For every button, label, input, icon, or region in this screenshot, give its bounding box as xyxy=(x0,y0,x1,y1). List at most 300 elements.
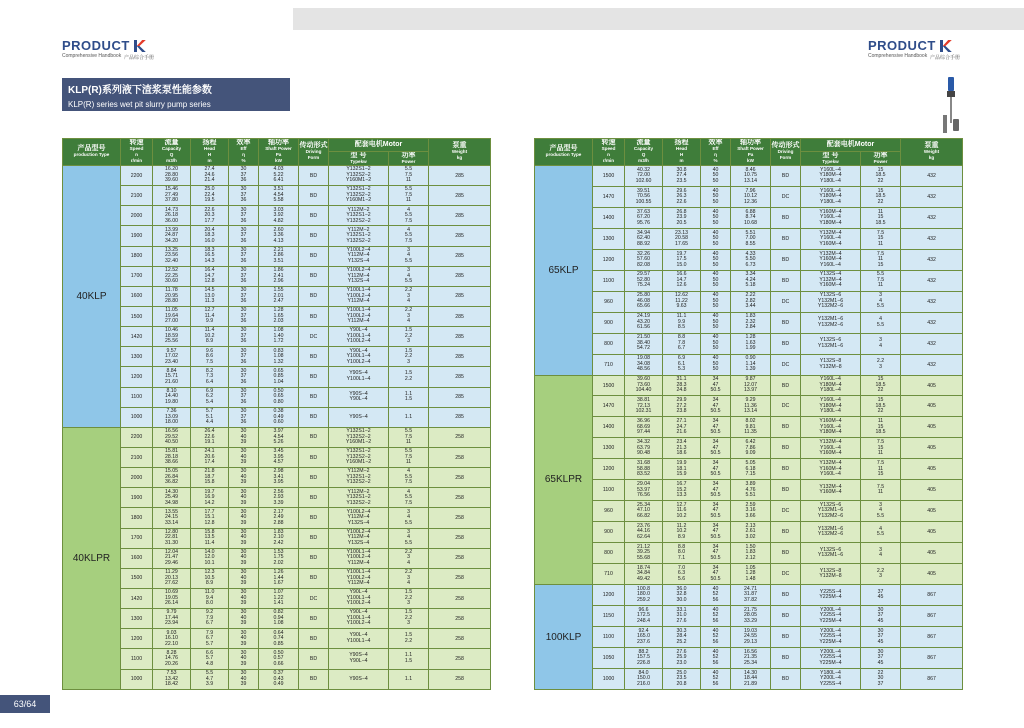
motor-power-cell: 1.1 1.5 xyxy=(389,387,429,407)
drive-cell: BD xyxy=(771,333,801,354)
weight-cell: 432 xyxy=(901,207,963,228)
weight-cell: 405 xyxy=(901,543,963,564)
drive-cell: BD xyxy=(771,668,801,689)
motor-type-cell: Y200L−4 Y225S−4 Y225M−4 xyxy=(801,606,861,627)
drive-cell: BD xyxy=(771,522,801,543)
speed-cell: 1200 xyxy=(121,367,153,387)
capacity-cell: 12.52 22.25 30.60 xyxy=(153,266,191,286)
weight-cell: 258 xyxy=(429,427,491,447)
motor-power-cell: 4 5.5 7.5 xyxy=(389,488,429,508)
head-cell: 7.0 6.3 5.6 xyxy=(663,564,701,585)
drive-cell: DC xyxy=(771,396,801,417)
weight-cell: 432 xyxy=(901,354,963,375)
head-cell: 29.6 26.3 22.6 xyxy=(663,186,701,207)
motor-type-cell: Y200L−4 Y225S−4 Y225M−4 xyxy=(801,626,861,647)
table-row xyxy=(63,528,491,548)
table-row xyxy=(535,166,963,187)
drive-cell: BD xyxy=(299,206,329,226)
motor-power-cell: 1.5 2.2 3 xyxy=(389,347,429,367)
drive-cell: BD xyxy=(299,568,329,588)
drive-cell: BD xyxy=(299,166,329,186)
eff-cell: 30 37 36 xyxy=(229,166,259,186)
head-cell: 6.9 6.2 5.4 xyxy=(191,387,229,407)
capacity-cell: 96.6 172.5 248.4 xyxy=(625,606,663,627)
motor-power-cell: 1.1 xyxy=(389,407,429,427)
eff-cell: 40 50 50 xyxy=(701,228,731,249)
eff-cell: 30 40 39 xyxy=(229,568,259,588)
speed-cell: 1200 xyxy=(121,629,153,649)
capacity-cell: 10.46 18.59 25.56 xyxy=(153,327,191,347)
col-speed xyxy=(593,139,625,166)
col-type-cn: 产品型号 xyxy=(77,145,106,152)
weight-cell: 258 xyxy=(429,629,491,649)
eff-cell: 30 37 36 xyxy=(229,347,259,367)
head-cell: 11.4 10.2 8.9 xyxy=(191,327,229,347)
drive-cell: DC xyxy=(771,291,801,312)
weight-cell: 258 xyxy=(429,588,491,608)
speed-cell: 710 xyxy=(593,564,625,585)
weight-cell: 432 xyxy=(901,270,963,291)
speed-cell: 1100 xyxy=(121,649,153,669)
table-row xyxy=(535,270,963,291)
eff-cell: 40 50 50 xyxy=(701,186,731,207)
shaft-power-cell: 0.50 0.57 0.66 xyxy=(259,649,299,669)
motor-power-cell: 4 5.5 7.5 xyxy=(389,226,429,246)
table-row xyxy=(535,333,963,354)
drive-cell: DC xyxy=(771,501,801,522)
head-cell: 27.4 24.6 21.4 xyxy=(191,166,229,186)
table-row xyxy=(63,286,491,306)
head-cell: 15.8 13.5 11.4 xyxy=(191,528,229,548)
motor-type-cell: Y180L−4 Y200L−4 Y225S−4 xyxy=(801,668,861,689)
head-cell: 22.6 20.3 17.7 xyxy=(191,206,229,226)
weight-cell: 258 xyxy=(429,488,491,508)
shaft-power-cell: 0.37 0.43 0.49 xyxy=(259,669,299,689)
col-head-cn: 扬程 xyxy=(674,139,689,146)
eff-cell: 30 40 39 xyxy=(229,447,259,467)
weight-cell: 258 xyxy=(429,669,491,689)
motor-type-cell: Y112M−2 Y132S1−2 Y132S2−2 xyxy=(329,206,389,226)
speed-cell: 1300 xyxy=(121,609,153,629)
col-weight-en: Weight kg xyxy=(923,149,940,160)
motor-type-cell: Y100L1−4 Y100L2−4 Y112M−4 xyxy=(329,548,389,568)
capacity-cell: 7.36 13.09 18.00 xyxy=(153,407,191,427)
speed-cell: 1500 xyxy=(593,166,625,187)
capacity-cell: 18.74 34.84 49.42 xyxy=(625,564,663,585)
eff-cell: 30 37 36 xyxy=(229,306,259,326)
capacity-cell: 32.26 57.60 82.08 xyxy=(625,249,663,270)
motor-power-cell: 2.2 3 xyxy=(861,354,901,375)
col-speed xyxy=(121,139,153,166)
table-row xyxy=(63,347,491,367)
model-cell: 40KLPR xyxy=(63,427,121,689)
motor-power-cell: 1.1 1.5 xyxy=(389,649,429,669)
koden-logo-icon-right xyxy=(939,39,953,53)
weight-cell: 405 xyxy=(901,417,963,438)
shaft-power-cell: 0.83 1.08 1.32 xyxy=(259,347,299,367)
head-cell: 23.13 20.58 17.65 xyxy=(663,228,701,249)
motor-power-cell: 15 18.5 22 xyxy=(861,396,901,417)
weight-cell: 285 xyxy=(429,387,491,407)
col-speed-cn: 转速 xyxy=(129,139,144,146)
weight-cell: 432 xyxy=(901,312,963,333)
head-cell: 9.2 7.9 6.7 xyxy=(191,609,229,629)
head-cell: 20.4 18.3 16.0 xyxy=(191,226,229,246)
col-shaft-power-cn: 轴功率 xyxy=(268,139,289,146)
motor-type-cell: Y132S−6 Y132M1−6 xyxy=(801,333,861,354)
col-motor-type xyxy=(329,152,389,166)
col-eff xyxy=(229,139,259,166)
capacity-cell: 29.57 52.80 75.24 xyxy=(625,270,663,291)
shaft-power-cell: 3.03 3.92 4.82 xyxy=(259,206,299,226)
col-capacity xyxy=(153,139,191,166)
weight-cell: 432 xyxy=(901,228,963,249)
col-motor-power xyxy=(861,152,901,166)
speed-cell: 900 xyxy=(593,312,625,333)
motor-type-cell: Y90L−4 Y100L1−4 Y100L2−4 xyxy=(329,588,389,608)
table-row xyxy=(535,647,963,668)
weight-cell: 432 xyxy=(901,333,963,354)
motor-type-cell: Y160M−4 Y160L−4 Y180M−4 xyxy=(801,417,861,438)
col-motor-type-cn: 型 号 xyxy=(350,151,367,159)
motor-power-cell: 3 4 5.5 xyxy=(389,528,429,548)
motor-type-cell: Y132S−6 Y132M1−6 Y132M2−6 xyxy=(801,291,861,312)
head-cell: 26.4 22.6 19.1 xyxy=(191,427,229,447)
motor-power-cell: 11 15 18.5 xyxy=(861,207,901,228)
eff-cell: 40 50 50 xyxy=(701,166,731,187)
col-motor-power xyxy=(389,152,429,166)
right-table-header xyxy=(535,139,963,166)
drive-cell: DC xyxy=(771,354,801,375)
eff-cell: 34 47 50.5 xyxy=(701,438,731,459)
weight-cell: 285 xyxy=(429,407,491,427)
drive-cell: BD xyxy=(299,609,329,629)
eff-cell: 34 47 50.5 xyxy=(701,522,731,543)
head-cell: 29.9 27.2 23.8 xyxy=(663,396,701,417)
head-cell: 19.7 16.9 14.2 xyxy=(191,488,229,508)
drive-cell: BD xyxy=(299,649,329,669)
table-row xyxy=(63,226,491,246)
capacity-cell: 12.04 21.47 29.46 xyxy=(153,548,191,568)
head-cell: 8.8 8.0 7.1 xyxy=(663,543,701,564)
col-head-cn: 扬程 xyxy=(202,139,217,146)
weight-cell: 285 xyxy=(429,206,491,226)
head-cell: 19.7 17.5 15.0 xyxy=(663,249,701,270)
motor-type-cell: Y90L−4 Y100L1−4 xyxy=(329,629,389,649)
motor-power-cell: 5.5 7.5 11 xyxy=(389,427,429,447)
eff-cell: 30 37 36 xyxy=(229,226,259,246)
col-capacity-en: Capacity Q m3/h xyxy=(633,146,654,163)
eff-cell: 30 40 39 xyxy=(229,468,259,488)
motor-power-cell: 2.2 3 4 xyxy=(389,286,429,306)
motor-type-cell: Y160L−4 Y180M−4 Y180L−4 xyxy=(801,375,861,396)
col-speed-en: Speed n r/min xyxy=(129,146,144,163)
motor-type-cell: Y112M−2 Y132S1−2 Y132S2−2 xyxy=(329,488,389,508)
weight-cell: 285 xyxy=(429,166,491,186)
motor-type-cell: Y132S−4 Y132M−4 Y160M−4 xyxy=(801,270,861,291)
table-row xyxy=(535,459,963,480)
capacity-cell: 21.12 39.25 55.68 xyxy=(625,543,663,564)
motor-type-cell: Y160L−4 Y180M−4 Y180L−4 xyxy=(801,396,861,417)
page-number: 63/64 xyxy=(0,695,50,713)
drive-cell: BD xyxy=(299,488,329,508)
head-cell: 6.6 5.7 4.8 xyxy=(191,649,229,669)
head-cell: 24.1 20.6 17.4 xyxy=(191,447,229,467)
motor-power-cell: 4 5.5 xyxy=(861,312,901,333)
speed-cell: 800 xyxy=(593,333,625,354)
col-motor-power-en: Power xyxy=(873,158,888,164)
table-row xyxy=(535,291,963,312)
motor-power-cell: 30 37 45 xyxy=(861,626,901,647)
motor-type-cell: Y100L2−4 Y112M−4 Y132S−4 xyxy=(329,266,389,286)
brand-word: PRODUCT xyxy=(62,38,130,53)
col-drive-en: Driving Form xyxy=(777,149,794,160)
motor-type-cell: Y132S−8 Y132M−8 xyxy=(801,564,861,585)
motor-power-cell: 7.5 11 15 xyxy=(861,249,901,270)
head-cell: 12.62 11.22 9.63 xyxy=(663,291,701,312)
capacity-cell: 92.4 165.0 237.6 xyxy=(625,626,663,647)
motor-type-cell: Y100L1−4 Y100L2−4 Y112M−4 xyxy=(329,286,389,306)
capacity-cell: 8.10 14.40 19.80 xyxy=(153,387,191,407)
shaft-power-cell: 1.07 1.22 1.41 xyxy=(259,588,299,608)
drive-cell: BD xyxy=(771,166,801,187)
eff-cell: 40 52 56 xyxy=(701,585,731,606)
capacity-cell: 16.20 28.80 39.60 xyxy=(153,166,191,186)
speed-cell: 1200 xyxy=(593,459,625,480)
speed-cell: 800 xyxy=(593,543,625,564)
model-cell: 40KLP xyxy=(63,166,121,428)
drive-cell: BD xyxy=(771,626,801,647)
shaft-power-cell: 2.60 3.36 4.13 xyxy=(259,226,299,246)
head-cell: 8.2 7.3 6.4 xyxy=(191,367,229,387)
drive-cell: BD xyxy=(299,528,329,548)
head-cell: 25.0 23.5 20.8 xyxy=(663,668,701,689)
speed-cell: 1900 xyxy=(121,226,153,246)
head-cell: 12.7 11.6 10.2 xyxy=(663,501,701,522)
col-weight-cn: 泵重 xyxy=(452,142,467,149)
motor-type-cell: Y132M−4 Y160L−4 Y160M−4 xyxy=(801,438,861,459)
weight-cell: 432 xyxy=(901,186,963,207)
speed-cell: 1100 xyxy=(593,270,625,291)
eff-cell: 34 47 50.5 xyxy=(701,564,731,585)
drive-cell: BD xyxy=(771,543,801,564)
table-row xyxy=(535,668,963,689)
speed-cell: 1900 xyxy=(121,488,153,508)
drive-cell: BD xyxy=(299,548,329,568)
drive-cell: BD xyxy=(299,266,329,286)
capacity-cell: 13.55 24.15 33.14 xyxy=(153,508,191,528)
head-cell: 25.0 22.4 19.5 xyxy=(191,186,229,206)
brand-subtitle: Comprehensive Handbook xyxy=(62,53,122,59)
col-type-en: production Type xyxy=(545,152,582,157)
shaft-power-cell: 1.28 1.65 2.03 xyxy=(259,306,299,326)
motor-type-cell: Y132M1−6 Y132M2−6 xyxy=(801,312,861,333)
capacity-cell: 23.76 44.16 62.64 xyxy=(625,522,663,543)
speed-cell: 1600 xyxy=(121,548,153,568)
weight-cell: 405 xyxy=(901,459,963,480)
shaft-power-cell: 6.88 8.74 10.68 xyxy=(731,207,771,228)
drive-cell: BD xyxy=(771,312,801,333)
motor-power-cell: 3 4 5.5 xyxy=(389,246,429,266)
motor-power-cell: 15 18.5 22 xyxy=(861,375,901,396)
weight-cell: 432 xyxy=(901,166,963,187)
eff-cell: 40 50 50 xyxy=(701,354,731,375)
motor-type-cell: Y132S1−2 Y132S2−2 Y160M1−2 xyxy=(329,186,389,206)
brand-logo-text-right: 产品综合手册 xyxy=(930,55,961,61)
weight-cell: 285 xyxy=(429,286,491,306)
capacity-cell: 7.53 13.42 18.42 xyxy=(153,669,191,689)
head-cell: 5.7 5.1 4.4 xyxy=(191,407,229,427)
capacity-cell: 14.30 25.49 34.98 xyxy=(153,488,191,508)
col-motor xyxy=(801,139,901,152)
brand-word-right: PRODUCT xyxy=(868,38,936,53)
head-cell: 16.4 14.7 12.8 xyxy=(191,266,229,286)
col-head xyxy=(191,139,229,166)
eff-cell: 30 40 39 xyxy=(229,588,259,608)
speed-cell: 1150 xyxy=(593,606,625,627)
col-shaft-power-en: Shaft Power Pa kW xyxy=(265,146,292,163)
table-row xyxy=(63,588,491,608)
drive-cell: BD xyxy=(299,306,329,326)
speed-cell: 2200 xyxy=(121,166,153,186)
shaft-power-cell: 0.38 0.49 0.60 xyxy=(259,407,299,427)
capacity-cell: 37.63 67.20 95.76 xyxy=(625,207,663,228)
speed-cell: 710 xyxy=(593,354,625,375)
weight-cell: 285 xyxy=(429,327,491,347)
brand-subtitle-right: Comprehensive Handbook xyxy=(868,53,928,59)
speed-cell: 2200 xyxy=(121,427,153,447)
head-cell: 12.3 10.5 8.9 xyxy=(191,568,229,588)
drive-cell: DC xyxy=(771,186,801,207)
weight-cell: 405 xyxy=(901,480,963,501)
drive-cell: BD xyxy=(299,407,329,427)
motor-type-cell: Y112M−2 Y132S1−2 Y132S2−2 xyxy=(329,226,389,246)
capacity-cell: 8.84 15.71 21.60 xyxy=(153,367,191,387)
eff-cell: 40 50 50 xyxy=(701,270,731,291)
table-row xyxy=(535,606,963,627)
col-speed-en: Speed n r/min xyxy=(601,146,616,163)
shaft-power-cell: 16.56 21.35 25.34 xyxy=(731,647,771,668)
table-row xyxy=(63,206,491,226)
shaft-power-cell: 7.96 10.12 12.36 xyxy=(731,186,771,207)
table-row xyxy=(535,354,963,375)
speed-cell: 1000 xyxy=(121,669,153,689)
col-motor-type-en: Typekw xyxy=(350,158,367,164)
head-cell: 11.1 9.9 8.5 xyxy=(663,312,701,333)
motor-type-cell: Y132S−8 Y132M−8 xyxy=(801,354,861,375)
shaft-power-cell: 1.26 1.44 1.67 xyxy=(259,568,299,588)
capacity-cell: 15.05 26.84 36.82 xyxy=(153,468,191,488)
weight-cell: 258 xyxy=(429,548,491,568)
speed-cell: 1100 xyxy=(593,480,625,501)
drive-cell: BD xyxy=(299,447,329,467)
speed-cell: 1050 xyxy=(593,647,625,668)
col-motor-power-en: Power xyxy=(401,158,416,164)
motor-type-cell: Y225S−4 Y225M−4 xyxy=(801,585,861,606)
speed-cell: 1700 xyxy=(121,528,153,548)
shaft-power-cell: 1.50 1.83 2.12 xyxy=(731,543,771,564)
col-shaft-power-cn: 轴功率 xyxy=(740,139,761,146)
capacity-cell: 38.81 72.13 102.31 xyxy=(625,396,663,417)
shaft-power-cell: 1.53 1.75 2.02 xyxy=(259,548,299,568)
speed-cell: 1300 xyxy=(593,228,625,249)
table-row xyxy=(63,669,491,689)
capacity-cell: 36.96 68.69 97.44 xyxy=(625,417,663,438)
weight-cell: 258 xyxy=(429,649,491,669)
capacity-cell: 29.04 53.97 76.56 xyxy=(625,480,663,501)
drive-cell: BD xyxy=(771,438,801,459)
motor-power-cell: 37 45 xyxy=(861,585,901,606)
shaft-power-cell: 1.83 2.32 2.84 xyxy=(731,312,771,333)
table-row xyxy=(535,249,963,270)
drive-cell: BD xyxy=(299,347,329,367)
weight-cell: 258 xyxy=(429,508,491,528)
capacity-cell: 16.56 29.52 40.50 xyxy=(153,427,191,447)
speed-cell: 1500 xyxy=(593,375,625,396)
motor-type-cell: Y90L−4 Y100L1−4 Y100L2−4 xyxy=(329,347,389,367)
motor-power-cell: 15 18.5 22 xyxy=(861,166,901,187)
table-row xyxy=(535,626,963,647)
drive-cell: DC xyxy=(771,564,801,585)
motor-type-cell: Y132S1−2 Y132S2−2 Y160M1−2 xyxy=(329,427,389,447)
col-head xyxy=(663,139,701,166)
motor-type-cell: Y160M−4 Y160L−4 Y180M−4 xyxy=(801,207,861,228)
weight-cell: 867 xyxy=(901,585,963,606)
head-cell: 26.8 23.9 20.5 xyxy=(663,207,701,228)
speed-cell: 1100 xyxy=(121,387,153,407)
drive-cell: BD xyxy=(299,387,329,407)
motor-power-cell: 1.5 2.2 3 xyxy=(389,609,429,629)
speed-cell: 1200 xyxy=(593,249,625,270)
motor-power-cell: 3 4 5.5 xyxy=(861,291,901,312)
motor-power-cell: 3 4 5.5 xyxy=(389,508,429,528)
eff-cell: 34 47 50.5 xyxy=(701,459,731,480)
weight-cell: 405 xyxy=(901,501,963,522)
capacity-cell: 88.2 157.5 226.8 xyxy=(625,647,663,668)
eff-cell: 40 52 56 xyxy=(701,626,731,647)
shaft-power-cell: 2.21 2.86 3.51 xyxy=(259,246,299,266)
eff-cell: 40 52 56 xyxy=(701,606,731,627)
motor-type-cell: Y100L1−4 Y100L2−4 Y112M−4 xyxy=(329,568,389,588)
drive-cell: BD xyxy=(299,367,329,387)
eff-cell: 40 50 50 xyxy=(701,249,731,270)
motor-type-cell: Y100L2−4 Y112M−4 Y132S−4 xyxy=(329,508,389,528)
eff-cell: 40 50 50 xyxy=(701,312,731,333)
table-row xyxy=(535,417,963,438)
head-cell: 14.0 12.0 10.1 xyxy=(191,548,229,568)
head-cell: 30.8 27.4 23.5 xyxy=(663,166,701,187)
shaft-power-cell: 2.17 2.49 2.88 xyxy=(259,508,299,528)
head-cell: 33.1 31.0 27.6 xyxy=(663,606,701,627)
eff-cell: 30 40 39 xyxy=(229,649,259,669)
table-row xyxy=(535,228,963,249)
koden-logo-icon xyxy=(133,39,147,53)
motor-type-cell: Y132M−4 Y160M−4 Y160L−4 xyxy=(801,249,861,270)
col-motor xyxy=(329,139,429,152)
head-cell: 6.9 6.1 5.3 xyxy=(663,354,701,375)
motor-type-cell: Y132M−4 Y160L−4 Y160M−4 xyxy=(801,228,861,249)
motor-type-cell: Y132M1−6 Y132M2−6 xyxy=(801,522,861,543)
capacity-cell: 11.78 20.95 28.80 xyxy=(153,286,191,306)
table-row xyxy=(63,327,491,347)
shaft-power-cell: 3.97 4.54 5.26 xyxy=(259,427,299,447)
weight-cell: 285 xyxy=(429,226,491,246)
speed-cell: 1800 xyxy=(121,508,153,528)
drive-cell: BD xyxy=(771,270,801,291)
capacity-cell: 8.28 14.76 20.26 xyxy=(153,649,191,669)
col-motor-type-cn: 型 号 xyxy=(822,151,839,159)
col-speed-cn: 转速 xyxy=(601,139,616,146)
